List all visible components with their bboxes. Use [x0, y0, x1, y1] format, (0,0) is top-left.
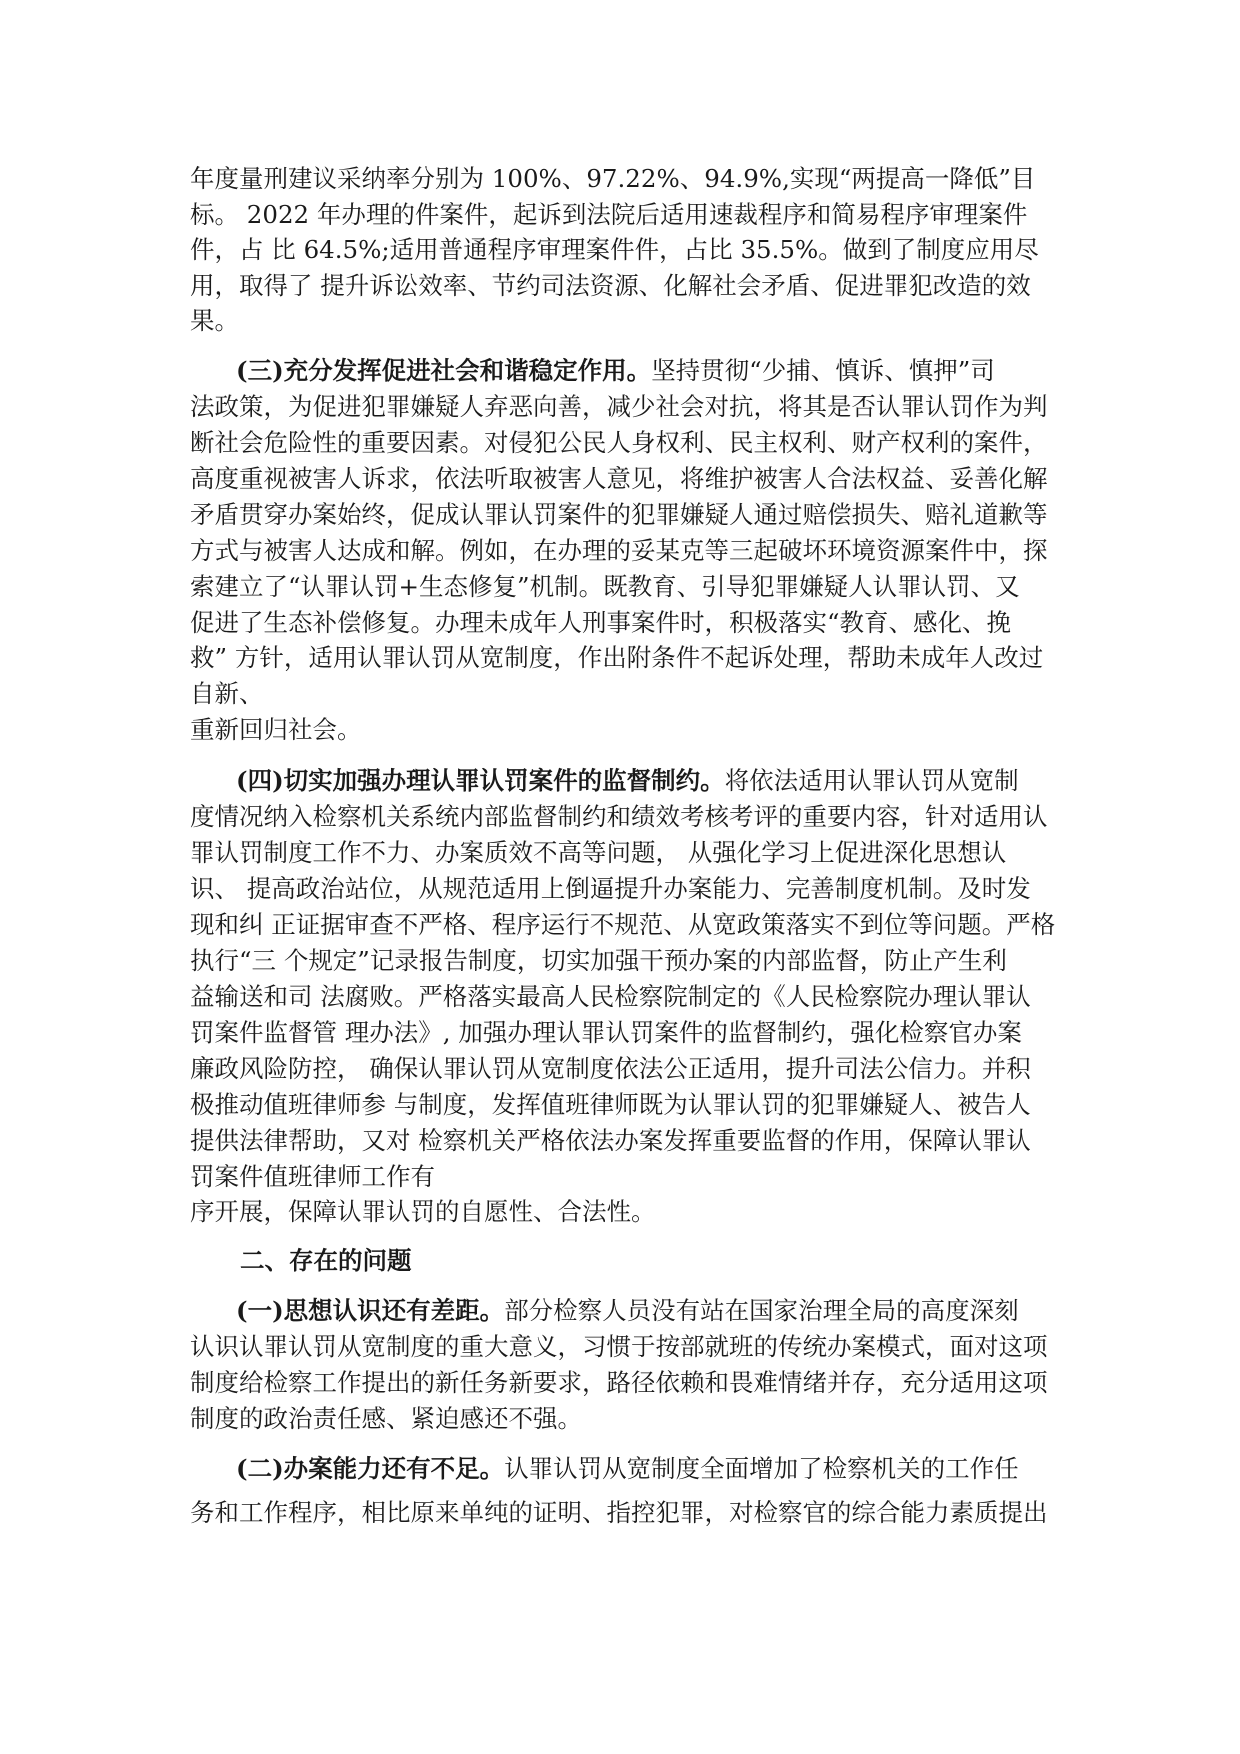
text-line: 果。	[190, 306, 239, 335]
text-line: 用，取得了 提升诉讼效率、节约司法资源、化解社会矛盾、促进罪犯改造的效	[190, 271, 1031, 300]
text-line: 罪认罚制度工作不力、办案质效不高等问题， 从强化学习上促进深化思想认	[190, 838, 1007, 867]
text-line: 制度给检察工作提出的新任务新要求，路径依赖和畏难情绪并存，充分适用这项	[190, 1368, 1048, 1397]
text-line: 坚持贯彻“少捕、慎诉、慎押”司	[651, 356, 995, 385]
text-line: 断社会危险性的重要因素。对侵犯公民人身权利、民主权利、财产权利的案件，	[190, 428, 1048, 457]
text-line: 现和纠 正证据审查不严格、程序运行不规范、从宽政策落实不到位等问题。严格	[190, 910, 1056, 939]
text-line: 认识认罪认罚从宽制度的重大意义，习惯于按部就班的传统办案模式，面对这项	[190, 1332, 1048, 1361]
text-line: 部分检察人员没有站在国家治理全局的高度深刻	[504, 1296, 1019, 1325]
text-line: 罚案件监督管 理办法》, 加强办理认罪认罚案件的监督制约，强化检察官办案	[190, 1018, 1022, 1047]
text-line: 自新、	[190, 679, 264, 708]
text-line: 索建立了“认罪认罚+生态修复”机制。既教育、引导犯罪嫌疑人认罪认罚、又	[190, 572, 1020, 601]
text-line: 方式与被害人达成和解。例如，在办理的妥某克等三起破坏环境资源案件中，探	[190, 536, 1048, 565]
text-line: 制度的政治责任感、紧迫感还不强。	[190, 1404, 582, 1433]
text-line: 救” 方针，适用认罪认罚从宽制度，作出附条件不起诉处理，帮助未成年人改过	[190, 643, 1044, 672]
text-line: 度情况纳入检察机关系统内部监督制约和绩效考核考评的重要内容，针对适用认	[190, 802, 1048, 831]
text-line: 年度量刑建议采纳率分别为 100%、97.22%、94.9%,实现“两提高一降低”目	[190, 164, 1036, 193]
paragraph-3-first-line	[236, 354, 1060, 388]
text-line: 高度重视被害人诉求，依法听取被害人意见，将维护被害人合法权益、妥善化解	[190, 464, 1048, 493]
subsection-1-first-line	[236, 1294, 1060, 1328]
text-line: 识、 提高政治站位，从规范适用上倒逼提升办案能力、完善制度机制。及时发	[190, 874, 1031, 903]
text-line: 认罪认罚从宽制度全面增加了检察机关的工作任	[504, 1454, 1019, 1483]
text-line: 益输送和司 法腐败。严格落实最高人民检察院制定的《人民检察院办理认罪认	[190, 982, 1031, 1011]
text-line: 将依法适用认罪认罚从宽制	[724, 766, 1019, 795]
section-heading: 二、存在的问题	[240, 1246, 412, 1275]
text-line: 务和工作程序，相比原来单纯的证明、指控犯罪，对检察官的综合能力素质提出	[190, 1498, 1048, 1527]
text-line: 廉政风险防控， 确保认罪认罚从宽制度依法公正适用，提升司法公信力。并积	[190, 1054, 1031, 1083]
subsection-2-first-line	[236, 1452, 1060, 1486]
text-line: 促进了生态补偿修复。办理未成年人刑事案件时，积极落实“教育、感化、挽	[190, 608, 1012, 637]
subsection-1-heading: (一)思想认识还有差距。	[236, 1296, 505, 1325]
text-line: 重新回归社会。	[190, 715, 362, 744]
text-line: 件，占 比 64.5%;适用普通程序审理案件件，占比 35.5%。做到了制度应用尽	[190, 235, 1039, 264]
paragraph-3-heading: (三)充分发挥促进社会和谐稳定作用。	[236, 356, 652, 385]
text-line: 序开展，保障认罪认罚的自愿性、合法性。	[190, 1197, 656, 1226]
paragraph-4-heading: (四)切实加强办理认罪认罚案件的监督制约。	[236, 766, 725, 795]
text-line: 法政策，为促进犯罪嫌疑人弃恶向善，减少社会对抗，将其是否认罪认罚作为判	[190, 392, 1048, 421]
text-line: 提供法律帮助，又对 检察机关严格依法办案发挥重要监督的作用，保障认罪认	[190, 1126, 1031, 1155]
paragraph-4-first-line	[236, 764, 1060, 798]
text-line: 矛盾贯穿办案始终，促成认罪认罚案件的犯罪嫌疑人通过赔偿损失、赔礼道歉等	[190, 500, 1048, 529]
text-line: 标。 2022 年办理的件案件，起诉到法院后适用速裁程序和简易程序审理案件	[190, 200, 1028, 229]
text-line: 极推动值班律师参 与制度，发挥值班律师既为认罪认罚的犯罪嫌疑人、被告人	[190, 1090, 1031, 1119]
text-line: 罚案件值班律师工作有	[190, 1162, 435, 1191]
subsection-2-heading: (二)办案能力还有不足。	[236, 1454, 505, 1483]
text-line: 执行“三 个规定”记录报告制度，切实加强干预办案的内部监督，防止产生利	[190, 946, 1007, 975]
